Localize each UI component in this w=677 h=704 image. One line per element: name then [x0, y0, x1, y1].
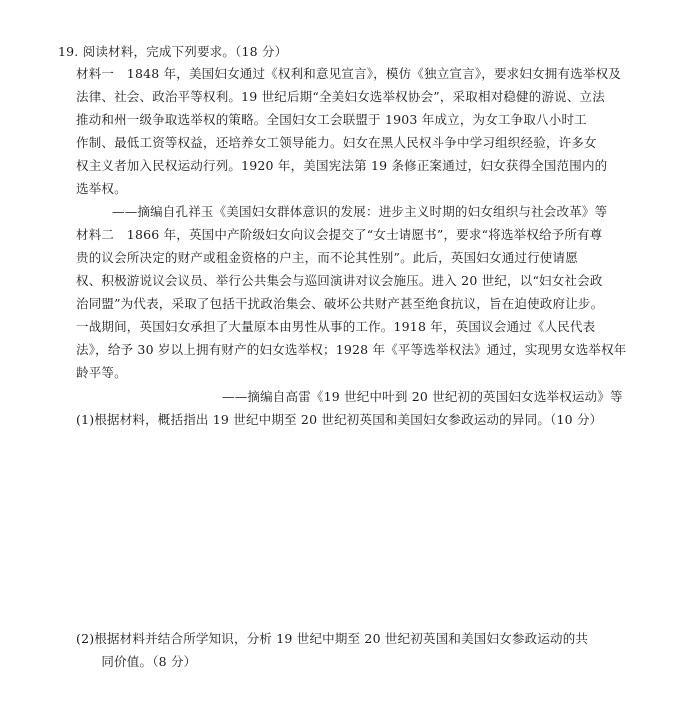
- material-2-line: 贵的议会所决定的财产或租金资格的户主，而不论其性别”。此后，英国妇女通过行使请愿: [76, 250, 578, 265]
- material-2-line: 材料二 1866 年，英国中产阶级妇女向议会提交了“女士请愿书”，要求“将选举权给予所有尊: [76, 227, 603, 242]
- material-2-line: 治同盟”为代表，采取了包括干扰政治集会、破坏公共财产甚至绝食抗议，旨在迫使政府让步。: [76, 296, 604, 311]
- material-1-line: 法律、社会、政治平等权利。19 世纪后期“全美妇女选举权协会”，采取相对稳健的游说、立法: [76, 89, 605, 104]
- sub-question-2-line: (2)根据材料并结合所学知识，分析 19 世纪中期至 20 世纪初英国和美国妇女参政运动的共: [76, 631, 589, 646]
- sub-question-2-line: 同价值。（8 分）: [76, 654, 197, 669]
- material-1-line: 作制、最低工资等权益，还培养女工领导能力。妇女在黑人民权斗争中学习组织经验，许多女: [76, 135, 597, 150]
- material-2-line: 龄平等。: [76, 365, 127, 380]
- answer-space: [76, 440, 616, 620]
- material-1-line: 选举权。: [76, 181, 127, 196]
- material-2-line: 法》，给予 30 岁以上拥有财产的妇女选举权；1928 年《平等选举权法》通过，实现男女选举权年: [76, 342, 627, 357]
- material-1-source: ——摘编自孔祥玉《美国妇女群体意识的发展：进步主义时期的妇女组织与社会改革》等: [112, 204, 608, 219]
- material-2-line: 权、积极游说议会议员、举行公共集会与巡回演讲对议会施压。进入 20 世纪，以“妇女社会政: [76, 273, 603, 288]
- material-1-line: 材料一 1848 年，美国妇女通过《权利和意见宣言》，模仿《独立宣言》，要求妇女拥有选举权及: [76, 66, 621, 81]
- material-1-line: 推动和州一级争取选举权的策略。全国妇女工会联盟于 1903 年成立，为女工争取八小时工: [76, 112, 587, 127]
- material-2-source: ——摘编自高雷《19 世纪中叶到 20 世纪初的英国妇女选举权运动》等: [222, 389, 623, 404]
- material-1-line: 权主义者加入民权运动行列。1920 年，美国宪法第 19 条修正案通过，妇女获得全国范围内的: [76, 158, 608, 173]
- question-title: 19. 阅读材料，完成下列要求。（18 分）: [58, 44, 288, 59]
- material-2-line: 一战期间，英国妇女承担了大量原本由男性从事的工作。1918 年，英国议会通过《人民代表: [76, 319, 596, 334]
- sub-question-1: (1)根据材料，概括指出 19 世纪中期至 20 世纪初英国和美国妇女参政运动的异同。（10 分）: [76, 412, 603, 427]
